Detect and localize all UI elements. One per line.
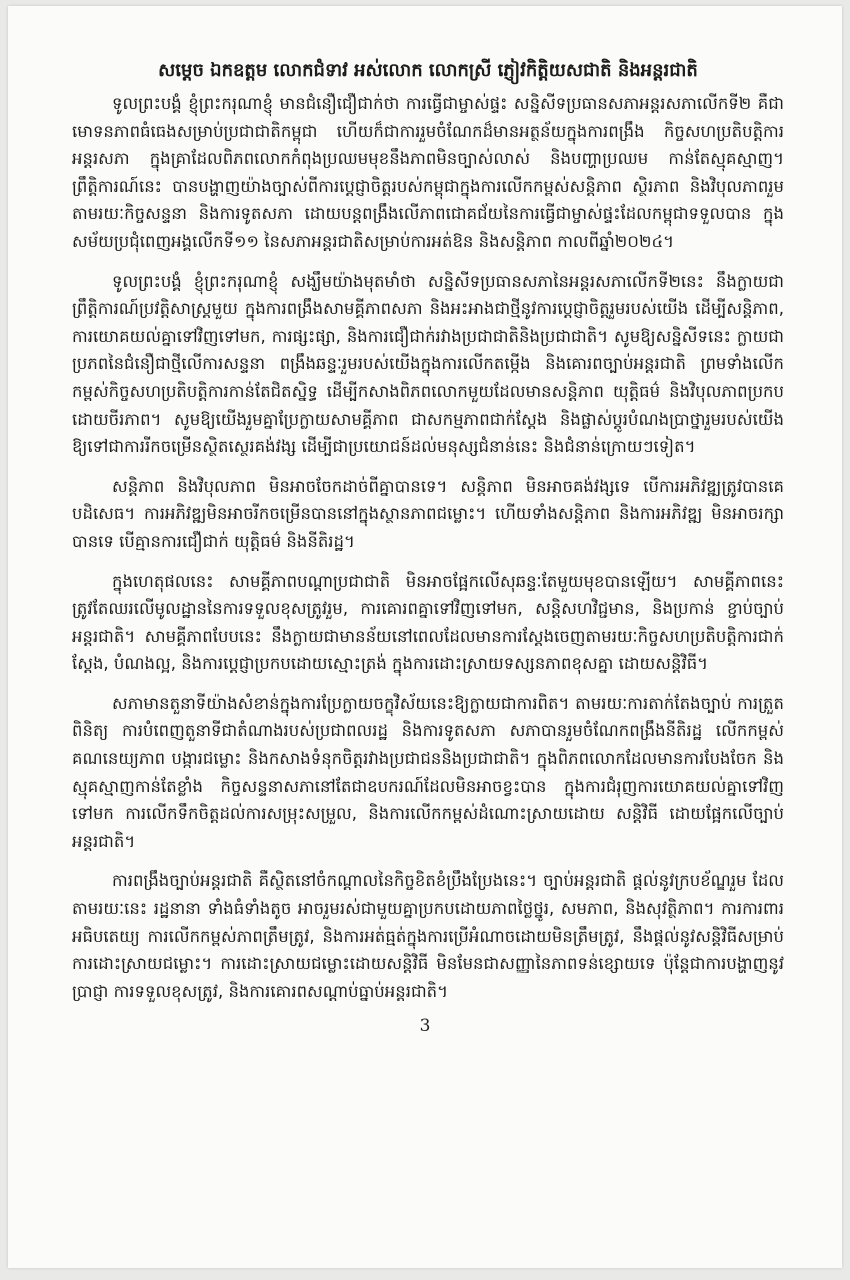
- document-body: [72, 54, 784, 1017]
- document-page: [8, 6, 842, 1268]
- paragraph-6: ការពង្រឹងច្បាប់អន្តរជាតិ គឺស្ថិតនៅចំកណ្តាលនៃកិច្ចខិតខំប្រឹងប្រែងនេះ។ ច្បាប់អន្តរជាតិ ផ្តល់នូវក្របខ័ណ្ឌរួម ដែលតាមរយៈនេះ រដ្ឋនានា ទាំងធំទាំងតូច អាចរួមរស់ជាមួយគ្នាប្រកបដោយភាពថ្លៃថ្នូរ, សមភាព, និងសុវត្ថិភាព។ ការការពារអធិបតេយ្យ ការលើកកម្ពស់ភាពត្រឹមត្រូវ, និងការអត់ធ្មត់ក្នុងការប្រើអំណាចដោយមិនត្រឹមត្រូវ, នឹងផ្តល់នូវសន្តិវិធីសម្រាប់ការដោះស្រាយជម្លោះ។ ការដោះស្រាយជម្លោះដោយសន្តិវិធី មិនមែនជាសញ្ញានៃភាពទន់ខ្សោយទេ ប៉ុន្តែជាការបង្ហាញនូវប្រាជ្ញា ការទទួលខុសត្រូវ, និងការគោរពសណ្តាប់ធ្នាប់អន្តរជាតិ។: [72, 871, 784, 1001]
- paragraph-2: ទូលព្រះបង្គំ ខ្ញុំព្រះករុណាខ្ញុំ សង្ឃឹមយ៉ាងមុតមាំថា សន្និសីទប្រធានសភានៃអន្តរសភាលើកទី២នេះ នឹងក្លាយជាព្រឹត្តិការណ៍ប្រវត្តិសាស្ត្រមួយ ក្នុងការពង្រឹងសាមគ្គីភាពសភា និងអះអាងជាថ្មីនូវការប្តេជ្ញាចិត្តរួមរបស់យើង ដើម្បីសន្តិភាព, ការយោគយល់គ្នាទៅវិញទៅមក, ការផ្សះផ្សា, និងការជឿជាក់រវាងប្រជាជាតិនិងប្រជាជាតិ។ សូមឱ្យសន្និសីទនេះ ក្លាយជាប្រភពនៃជំនឿជាថ្មីលើការសន្ទនា ពង្រឹងឆន្ទៈរួមរបស់យើងក្នុងការលើកតម្កើង និងគោរពច្បាប់អន្តរជាតិ ព្រមទាំងលើកកម្ពស់កិច្ចសហប្រតិបត្តិការកាន់តែជិតស្និទ្ធ ដើម្បីកសាងពិភពលោកមួយដែលមានសន្តិភាព យុត្តិធម៌ និងវិបុលភាពប្រកបដោយចីរភាព។ សូមឱ្យយើងរួមគ្នាប្រែក្លាយសាមគ្គីភាព ជាសកម្មភាពជាក់ស្តែង និងផ្លាស់ប្តូរបំណងប្រាថ្នារួមរបស់យើង ឱ្យទៅជាការរីកចម្រើនស្ថិតស្ថេរគង់វង្ស ដើម្បីជាប្រយោជន៍ដល់មនុស្សជំនាន់នេះ និងជំនាន់ក្រោយៗទៀត។: [72, 271, 784, 457]
- paragraph-5: សភាមានតួនាទីយ៉ាងសំខាន់ក្នុងការប្រែក្លាយចក្ខុវិស័យនេះឱ្យក្លាយជាការពិត។ តាមរយៈការតាក់តែងច្បាប់ ការត្រួតពិនិត្យ ការបំពេញតួនាទីជាតំណាងរបស់ប្រជាពលរដ្ឋ និងការទូតសភា សភាបានរួមចំណែកពង្រឹងនីតិរដ្ឋ លើកកម្ពស់គណនេយ្យភាព បង្ការជម្លោះ និងកសាងទំនុកចិត្តរវាងប្រជាជននិងប្រជាជាតិ។ ក្នុងពិភពលោកដែលមានការបែងចែក និងស្មុគស្មាញកាន់តែខ្លាំង កិច្ចសន្ទនាសភានៅតែជាឧបករណ៍ដែលមិនអាចខ្វះបាន ក្នុងការជំរុញការយោគយល់គ្នាទៅវិញទៅមក ការលើកទឹកចិត្តដល់ការសម្រុះសម្រួល, និងការលើកកម្ពស់ដំណោះស្រាយដោយ សន្តិវិធី ដោយផ្អែកលើច្បាប់អន្តរជាតិ។: [72, 693, 784, 851]
- page-number: 3: [419, 1016, 431, 1036]
- paragraph-4: ក្នុងហេតុផលនេះ សាមគ្គីភាពបណ្តាប្រជាជាតិ មិនអាចផ្អែកលើសុឆន្ទៈតែមួយមុខបានឡើយ។ សាមគ្គីភាពនេះ ត្រូវតែឈរលើមូលដ្ឋាននៃការទទួលខុសត្រូវរួម, ការគោរពគ្នាទៅវិញទៅមក, សន្តិសហវិជ្ជមាន, និងប្រកាន់ ខ្ជាប់ច្បាប់អន្តរជាតិ។ សាមគ្គីភាពបែបនេះ នឹងក្លាយជាមានន័យនៅពេលដែលមានការស្តែងចេញតាមរយៈកិច្ចសហប្រតិបត្តិការជាក់ស្តែង, បំណងល្អ, និងការប្តេជ្ញាប្រកបដោយស្មោះត្រង់ ក្នុងការដោះស្រាយទស្សនភាពខុសគ្នា ដោយសន្តិវិធី។: [72, 571, 784, 674]
- paragraph-1: ទូលព្រះបង្គំ ខ្ញុំព្រះករុណាខ្ញុំ មានជំនឿជឿជាក់ថា ការធ្វើជាម្ចាស់ផ្ទះ សន្និសីទប្រធានសភាអន្តរសភាលើកទី២ គឺជាមោទនភាពធំធេងសម្រាប់ប្រជាជាតិកម្ពុជា ហើយក៏ជាការរួមចំណែកដ៏មានអត្ថន័យក្នុងការពង្រឹង កិច្ចសហប្រតិបត្តិការអន្តរសភា ក្នុងគ្រាដែលពិភពលោកកំពុងប្រឈមមុខនឹងភាពមិនច្បាស់លាស់ និងបញ្ហាប្រឈម កាន់តែស្មុគស្មាញ។ ព្រឹត្តិការណ៍នេះ បានបង្ហាញយ៉ាងច្បាស់ពីការប្តេជ្ញាចិត្តរបស់កម្ពុជាក្នុងការលើកកម្ពស់សន្តិភាព ស្ថិរភាព និងវិបុលភាពរួម តាមរយៈកិច្ចសន្ទនា និងការទូតសភា ដោយបន្តពង្រឹងលើភាពជោគជ័យនៃការធ្វើជាម្ចាស់ផ្ទះដែលកម្ពុជាទទួលបាន ក្នុងសម័យប្រជុំពេញអង្គលើកទី១១ នៃសភាអន្តរជាតិសម្រាប់ការអត់ឱន និងសន្តិភាព កាលពីឆ្នាំ២០២៤។: [72, 94, 784, 251]
- paragraph-3: សន្តិភាព និងវិបុលភាព មិនអាចចែកដាច់ពីគ្នាបានទេ។ សន្តិភាព មិនអាចគង់វង្សទេ បើការអភិវឌ្ឍត្រូវបានគេបដិសេធ។ ការអភិវឌ្ឍមិនអាចរីកចម្រើនបាននៅក្នុងស្ថានភាពជម្លោះ។ ហើយទាំងសន្តិភាព និងការអភិវឌ្ឍ មិនអាចរក្សាបានទេ បើគ្មានការជឿជាក់ យុត្តិធម៌ និងនីតិរដ្ឋ។: [72, 476, 784, 551]
- salutation-heading: សម្តេច ឯកឧត្តម លោកជំទាវ អស់លោក លោកស្រី ភ្ញៀវកិត្តិយសជាតិ និងអន្តរជាតិ: [158, 60, 698, 81]
